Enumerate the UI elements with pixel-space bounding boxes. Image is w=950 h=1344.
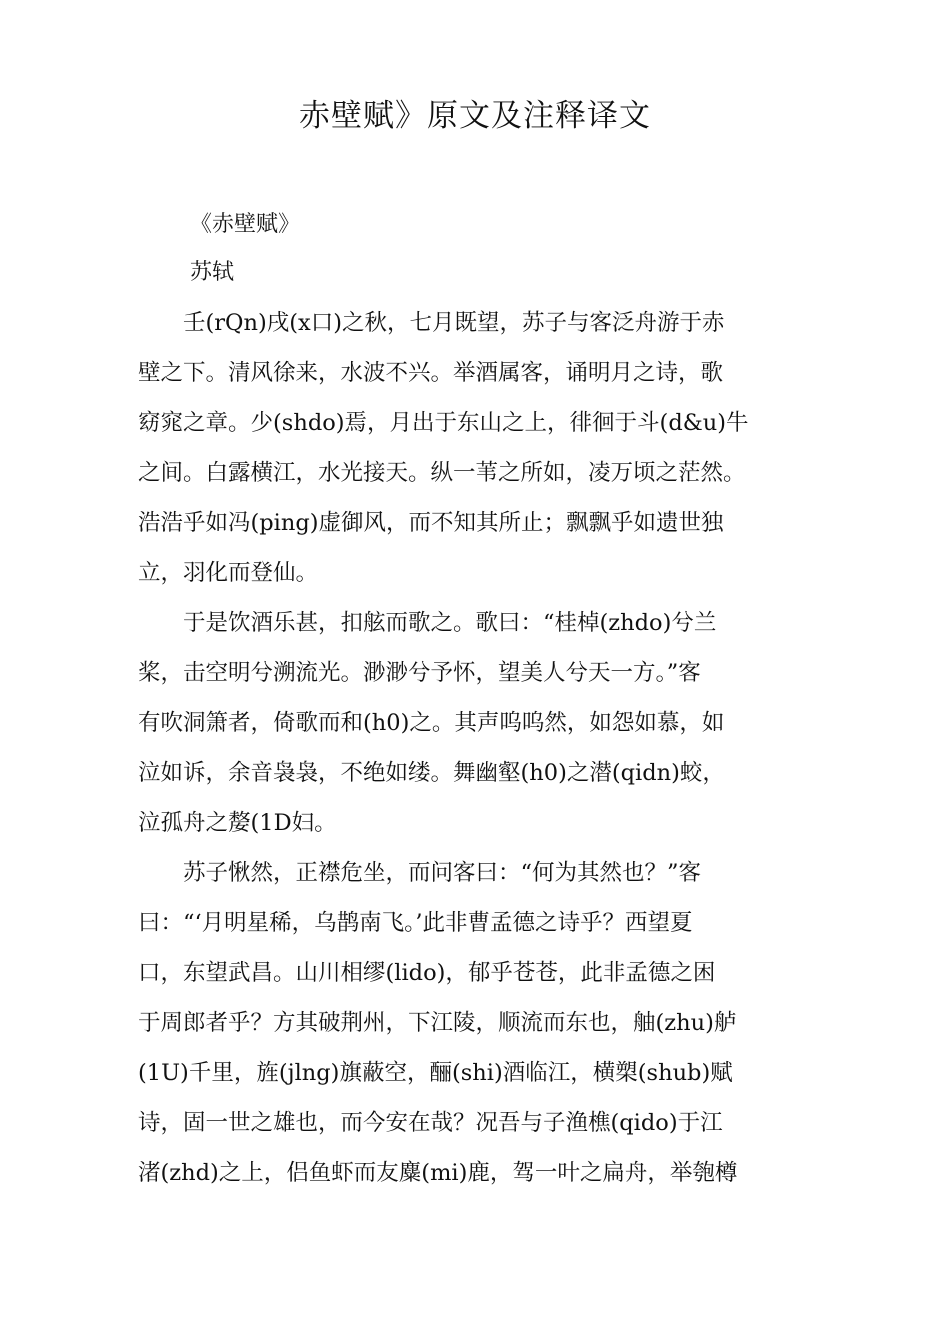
paragraph-line: 泣孤舟之嫠(1D妇。	[138, 810, 337, 836]
paragraph-line: 于周郎者乎？方其破荆州，下江陵，顺流而东也，舳(zhu)舻	[138, 1010, 737, 1036]
paragraph-line: 之间。白露横江，水光接天。纵一苇之所如，凌万顷之茫然。	[138, 460, 746, 486]
paragraph-line: 壁之下。清风徐来，水波不兴。举酒属客，诵明月之诗，歌	[138, 360, 724, 386]
paragraph-line: 立，羽化而登仙。	[138, 560, 319, 586]
document-title: 赤壁赋》原文及注释译文	[299, 98, 651, 134]
paragraph-line: 壬(rQn)戌(x口)之秋，七月既望，苏子与客泛舟游于赤	[138, 310, 725, 336]
paragraph-2	[138, 598, 838, 848]
paragraph-line: 口，东望武昌。山川相缪(lido)，郁乎苍苍，此非孟德之困	[138, 960, 716, 986]
paragraph-1	[138, 298, 838, 598]
paragraph-line: 曰：“‘月明星稀，乌鹊南飞。’此非曹孟德之诗乎？西望夏	[138, 910, 693, 936]
author-name: 苏轼	[190, 260, 235, 285]
paragraph-line: 浩浩乎如冯(ping)虚御风，而不知其所止；飘飘乎如遗世独	[138, 510, 724, 536]
paragraph-line: 苏子愀然，正襟危坐，而问客曰：“何为其然也？”客	[138, 860, 702, 886]
paragraph-line: (1U)千里，旌(jlng)旗蔽空，酾(shi)酒临江，横槊(shub)赋	[138, 1060, 733, 1086]
paragraph-3	[138, 848, 838, 1198]
paragraph-line: 有吹洞箫者，倚歌而和(h0)之。其声呜呜然，如怨如慕，如	[138, 710, 725, 736]
paragraph-line: 诗，固一世之雄也，而今安在哉？况吾与子渔樵(qido)于江	[138, 1110, 723, 1136]
paragraph-line: 窈窕之章。少(shdo)焉，月出于东山之上，徘徊于斗(d&u)牛	[138, 410, 749, 436]
paragraph-line: 桨，击空明兮溯流光。渺渺兮予怀，望美人兮天一方。”客	[138, 660, 701, 686]
paragraph-line: 于是饮酒乐甚，扣舷而歌之。歌曰：“桂棹(zhdo)兮兰	[138, 610, 717, 636]
paragraph-line: 渚(zhd)之上，侣鱼虾而友麋(mi)鹿，驾一叶之扁舟，举匏樽	[138, 1160, 738, 1186]
work-title: 《赤壁赋》	[190, 212, 301, 237]
paragraph-line: 泣如诉，余音袅袅，不绝如缕。舞幽壑(h0)之潜(qidn)蛟，	[138, 760, 725, 786]
